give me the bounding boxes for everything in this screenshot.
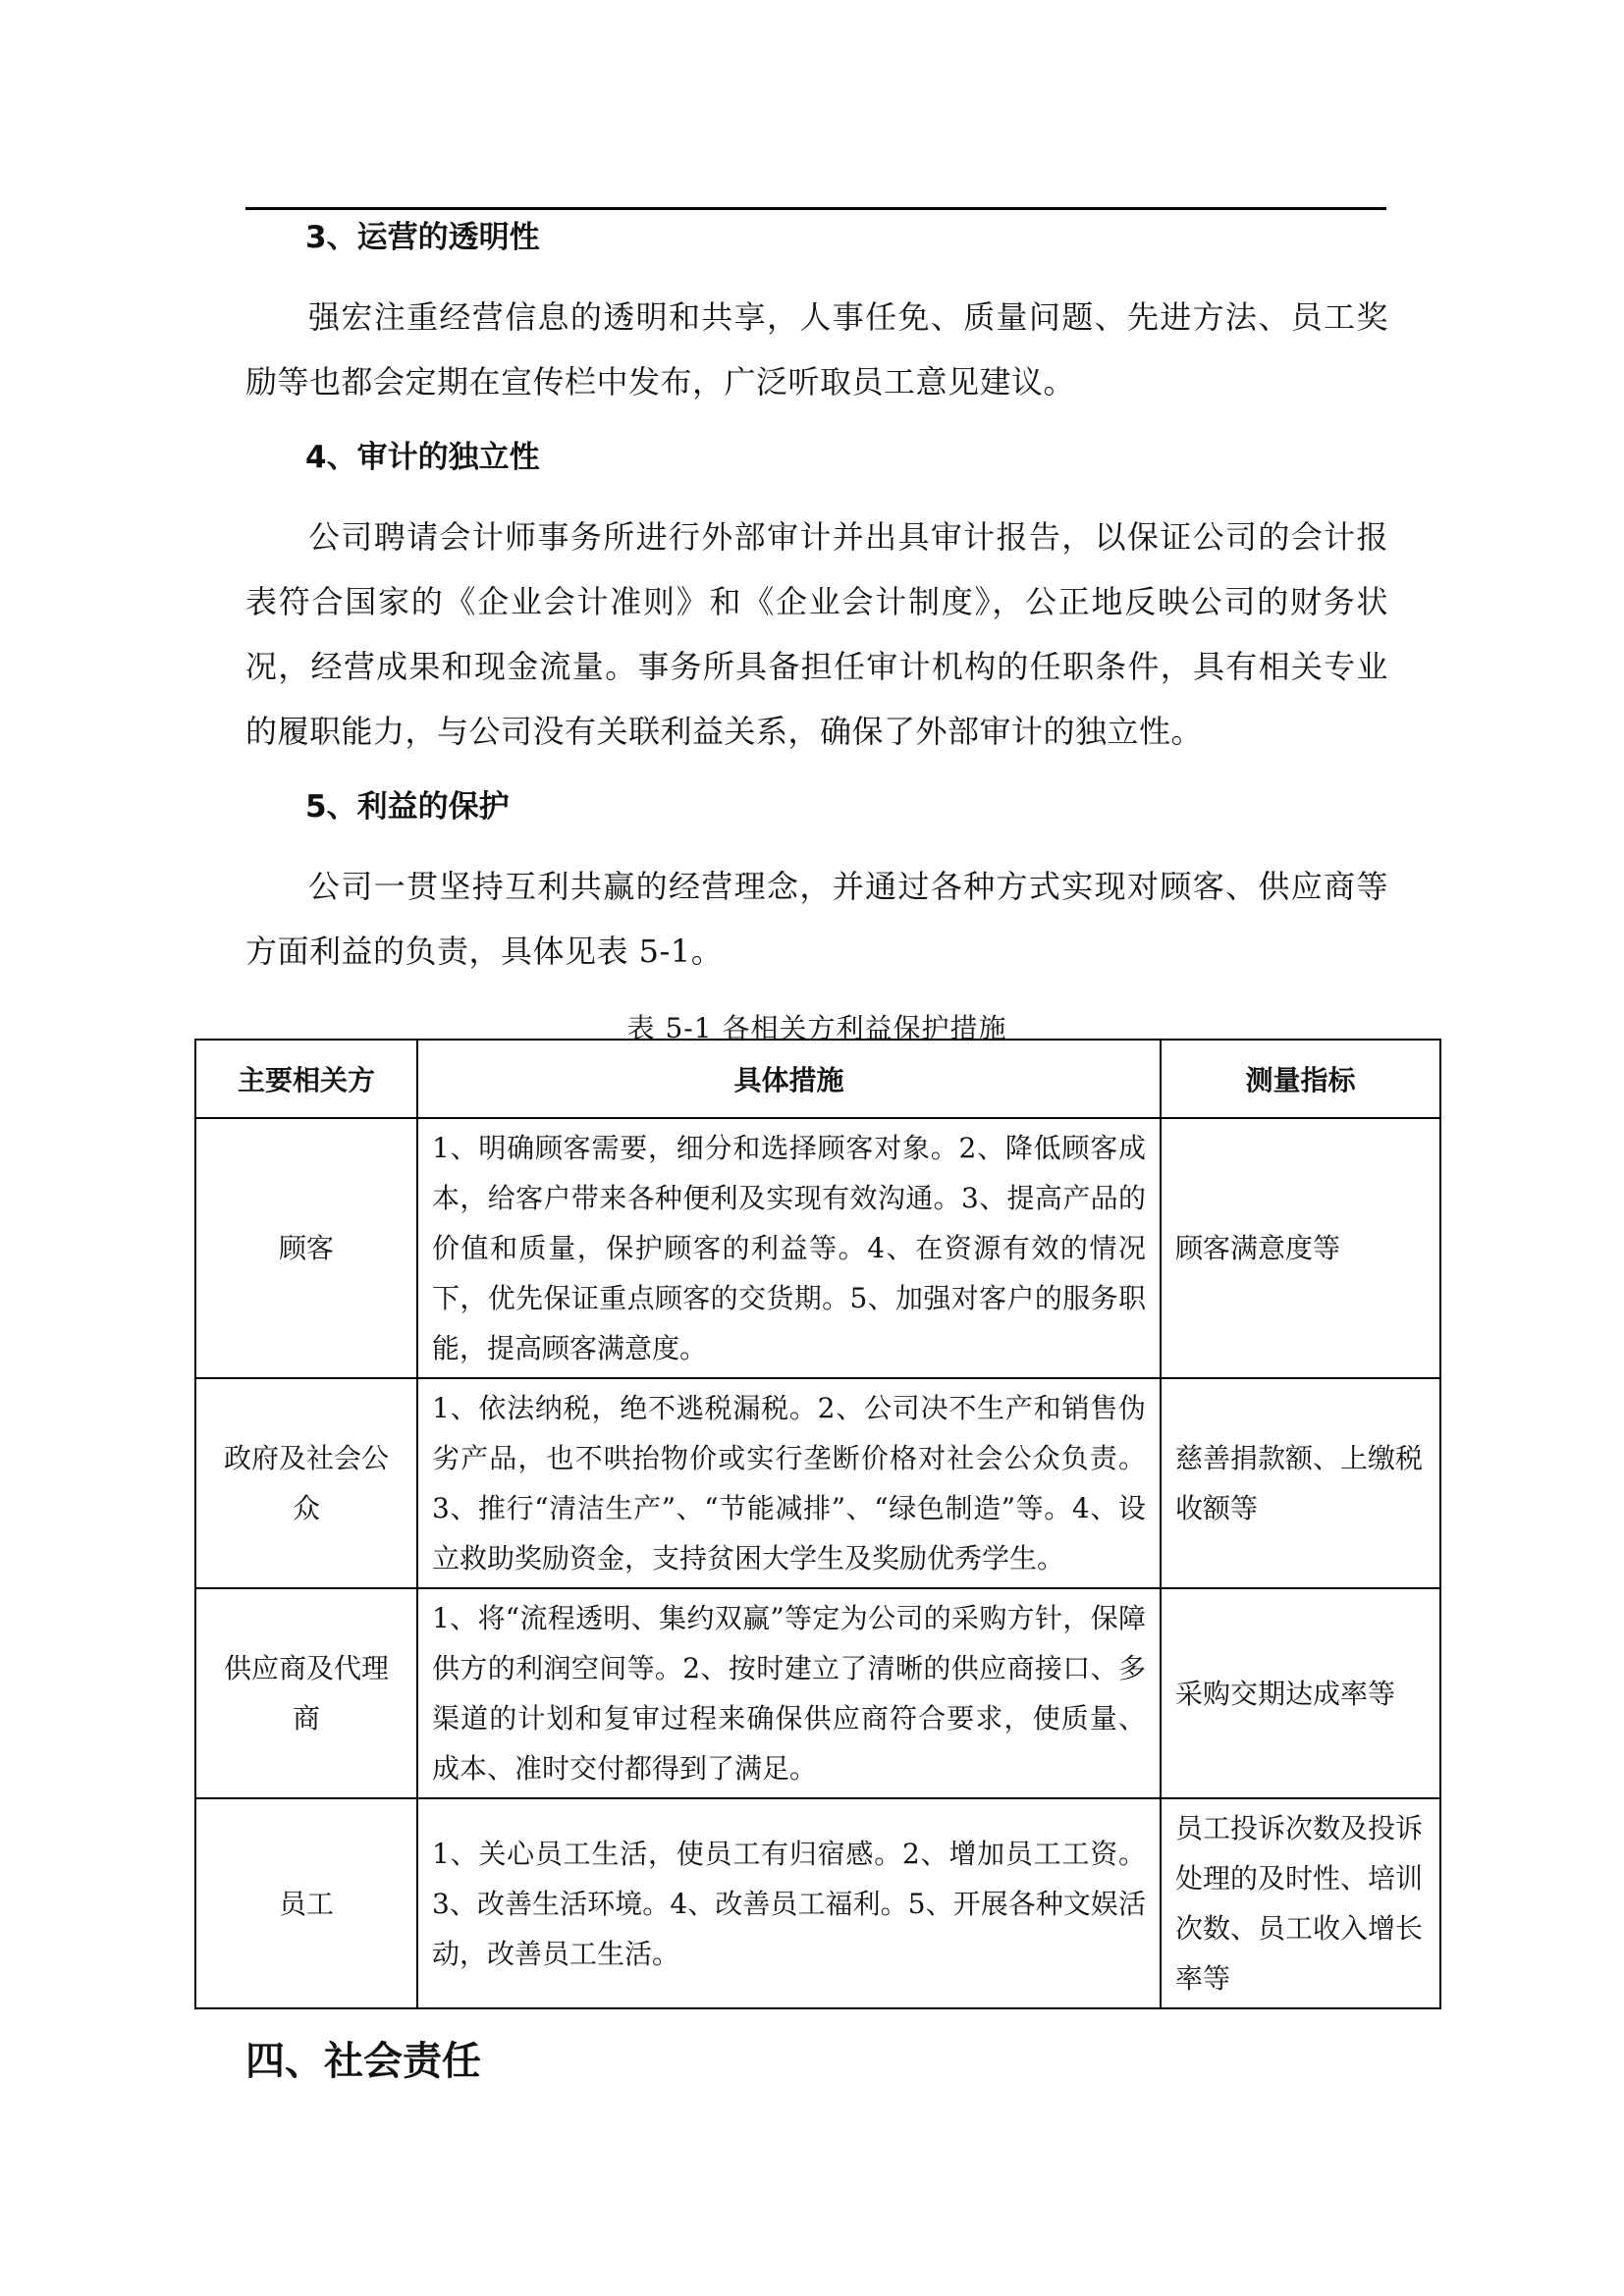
table-row: [195, 1118, 1440, 1378]
cell-metric: 慈善捐款额、上缴税收额等: [1161, 1378, 1440, 1588]
cell-measures: 1、将“流程透明、集约双赢”等定为公司的采购方针，保障供方的利润空间等。2、按时建立了清晰的供应商接口、多渠道的计划和复审过程来确保供应商符合要求，使质量、成本、准时交付都得到了满足。: [417, 1588, 1161, 1798]
cell-party: 顾客: [195, 1118, 417, 1378]
table-row: [195, 1798, 1440, 2008]
section-heading-transparency: 3、运营的透明性: [305, 220, 540, 255]
table-caption: 表 5-1 各相关方利益保护措施: [626, 1012, 1007, 1044]
cell-metric: 员工投诉次数及投诉处理的及时性、培训次数、员工收入增长率等: [1161, 1798, 1440, 2008]
cell-measures: 1、明确顾客需要，细分和选择顾客对象。2、降低顾客成本，给客户带来各种便利及实现有效沟通。3、提高产品的价值和质量，保护顾客的利益等。4、在资源有效的情况下，优先保证重点顾客的交货期。5、加强对客户的服务职能，提高顾客满意度。: [417, 1118, 1161, 1378]
table-header-row: [195, 1040, 1440, 1118]
paragraph-audit: 公司聘请会计师事务所进行外部审计并出具审计报告，以保证公司的会计报表符合国家的《企业会计准则》和《企业会计制度》，公正地反映公司的财务状况，经营成果和现金流量。事务所具备担任审计机构的任职条件，具有相关专业的履职能力，与公司没有关联利益关系，确保了外部审计的独立性。: [245, 518, 1388, 750]
cell-party: 供应商及代理商: [195, 1588, 417, 1798]
document-body: [245, 214, 1388, 1058]
section-heading-interest-protection: 5、利益的保护: [305, 789, 510, 825]
column-header-party: 主要相关方: [195, 1040, 417, 1118]
table-row: [195, 1378, 1440, 1588]
section-heading-audit: 4、审计的独立性: [305, 440, 540, 475]
stakeholder-measures-table: [194, 1039, 1441, 2009]
table-row: [195, 1588, 1440, 1798]
cell-measures: 1、关心员工生活，使员工有归宿感。2、增加员工工资。3、改善生活环境。4、改善员工福利。5、开展各种文娱活动，改善员工生活。: [417, 1798, 1161, 2008]
chapter-heading-social-responsibility: 四、社会责任: [245, 2039, 481, 2084]
paragraph-transparency: 强宏注重经营信息的透明和共享，人事任免、质量问题、先进方法、员工奖励等也都会定期在宣传栏中发布，广泛听取员工意见建议。: [245, 298, 1388, 400]
cell-party: 员工: [195, 1798, 417, 2008]
cell-metric: 顾客满意度等: [1161, 1118, 1440, 1378]
cell-party: 政府及社会公众: [195, 1378, 417, 1588]
column-header-measures: 具体措施: [417, 1040, 1161, 1118]
header-rule: [245, 207, 1386, 210]
paragraph-interest-protection: 公司一贯坚持互利共赢的经营理念，并通过各种方式实现对顾客、供应商等方面利益的负责，具体见表 5-1。: [245, 868, 1388, 970]
cell-measures: 1、依法纳税，绝不逃税漏税。2、公司决不生产和销售伪劣产品，也不哄抬物价或实行垄断价格对社会公众负责。3、推行“清洁生产”、“节能减排”、“绿色制造”等。4、设立救助奖励资金，支持贫困大学生及奖励优秀学生。: [417, 1378, 1161, 1588]
cell-metric: 采购交期达成率等: [1161, 1588, 1440, 1798]
column-header-metric: 测量指标: [1161, 1040, 1440, 1118]
